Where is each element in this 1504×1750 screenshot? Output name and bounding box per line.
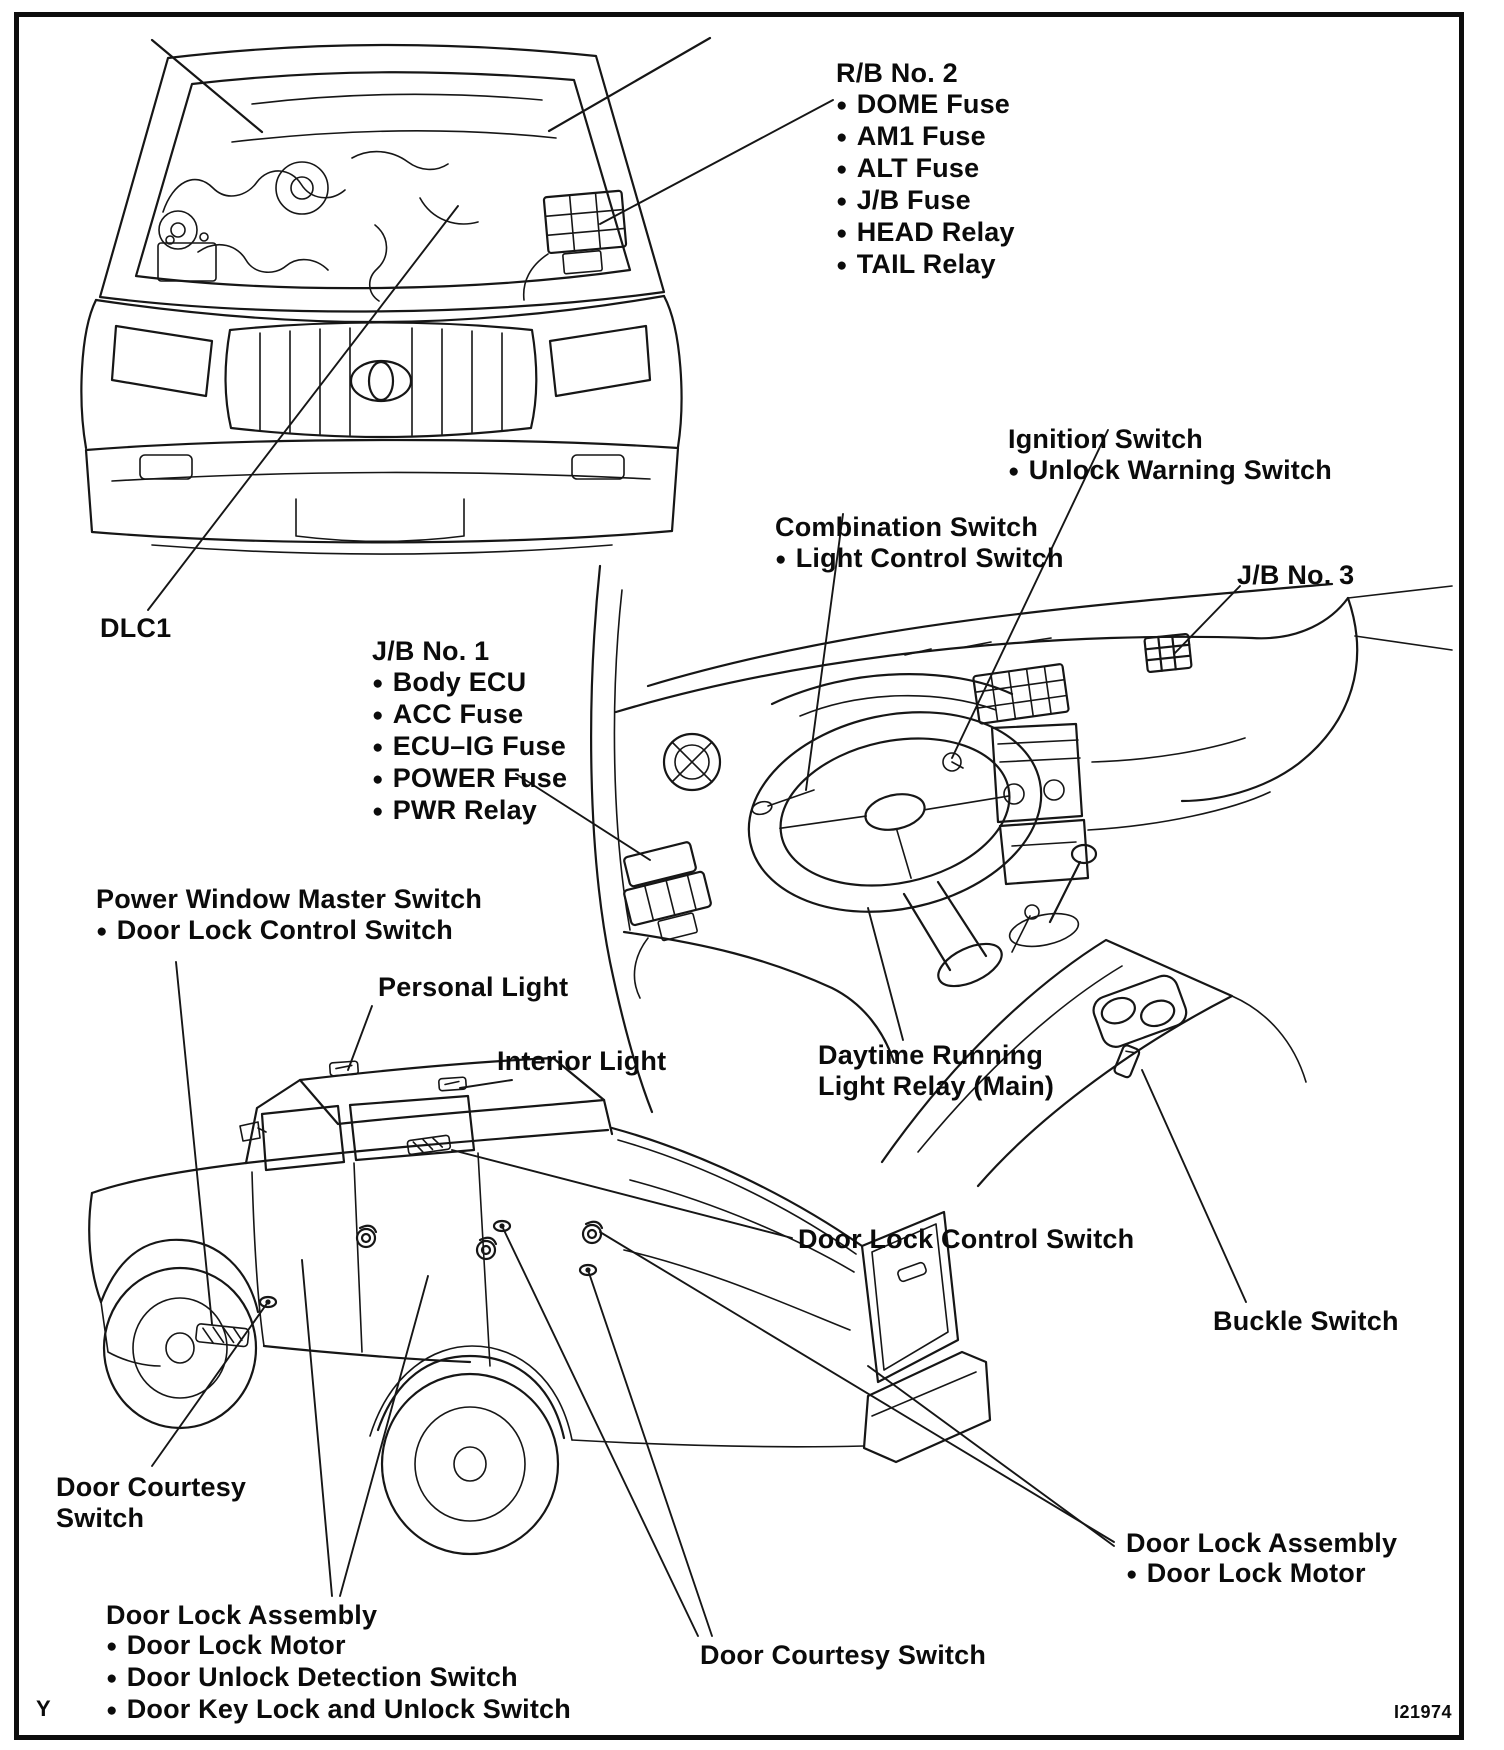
dlc1-label: DLC1 — [100, 613, 172, 643]
component-item: ● Body ECU — [372, 667, 567, 699]
jb-no1-title: J/B No. 1 — [372, 636, 490, 666]
front-wheel — [104, 1268, 256, 1428]
door-courtesy-switch-glyphs — [260, 1221, 596, 1307]
component-item: ● Door Lock Motor — [1126, 1558, 1397, 1590]
page-corner-mark: Y — [36, 1696, 51, 1721]
gear-shifter — [1050, 862, 1080, 922]
figure-code: I21974 — [1394, 1702, 1453, 1722]
ignition-switch-label-group — [1008, 424, 1332, 487]
rb-no2-fuse-box — [544, 191, 629, 276]
toyota-emblem — [351, 361, 411, 401]
combination-switch-label-group — [775, 512, 1064, 575]
cup-holders — [1090, 972, 1190, 1051]
component-item: ● ACC Fuse — [372, 699, 567, 731]
jb-no1-label-group — [372, 636, 567, 827]
engine-compartment-illustration — [81, 38, 710, 554]
component-item: ● Door Lock Motor — [106, 1630, 571, 1662]
buckle-switch-label: Buckle Switch — [1213, 1306, 1399, 1336]
ignition-switch-title: Ignition Switch — [1008, 424, 1203, 454]
rear-wheel — [382, 1374, 558, 1554]
seat-belt-buckle — [1113, 1044, 1140, 1078]
leader-lines — [148, 100, 1246, 1636]
door-courtesy-switch-left-label: Door Courtesy Switch — [56, 1472, 247, 1533]
right-dash-vent — [1144, 634, 1191, 672]
interior-light-fixture — [439, 1077, 467, 1091]
headlight-left — [112, 326, 212, 396]
component-item: ● HEAD Relay — [836, 217, 1015, 249]
personal-light-fixture — [330, 1061, 359, 1076]
component-item: ● Door Lock Control Switch — [96, 915, 482, 947]
rb-no2-title: R/B No. 2 — [836, 58, 958, 88]
combination-switch-stalk — [768, 790, 814, 806]
center-junction-grid — [973, 664, 1069, 724]
component-item: ● DOME Fuse — [836, 89, 1015, 121]
power-window-master-switch-title: Power Window Master Switch — [96, 884, 483, 914]
component-item: ● Light Control Switch — [775, 543, 1064, 575]
personal-light-label: Personal Light — [378, 972, 569, 1002]
jb-no3-label: J/B No. 3 — [1237, 560, 1355, 590]
component-item: ● ALT Fuse — [836, 153, 1015, 185]
jb-no1-connector-block — [616, 840, 717, 947]
daytime-running-light-relay-label: Daytime Running Light Relay (Main) — [818, 1040, 1055, 1101]
tailgate-handle — [897, 1262, 927, 1283]
component-item: ● PWR Relay — [372, 795, 567, 827]
door-lock-assembly-glyphs — [357, 1222, 602, 1259]
door-lock-assembly-rear-label-group — [1126, 1528, 1397, 1590]
rear-bumper — [864, 1352, 990, 1462]
door-lock-control-switch-label: Door Lock Control Switch — [798, 1224, 1135, 1254]
component-item: ● AM1 Fuse — [836, 121, 1015, 153]
door-lock-assembly-rear-title: Door Lock Assembly — [1126, 1528, 1398, 1558]
interior-light-label: Interior Light — [497, 1046, 667, 1076]
component-item: ● Door Key Lock and Unlock Switch — [106, 1694, 571, 1726]
component-item: ● ECU–IG Fuse — [372, 731, 567, 763]
headlight-right — [550, 326, 650, 396]
rb-no2-items — [836, 89, 1015, 281]
component-item: ● Unlock Warning Switch — [1008, 455, 1332, 487]
door-lock-assembly-front-label-group — [106, 1600, 571, 1726]
component-item: ● J/B Fuse — [836, 185, 1015, 217]
door-lock-assembly-front-title: Door Lock Assembly — [106, 1600, 378, 1630]
steering-wheel — [730, 686, 1060, 937]
combination-switch-title: Combination Switch — [775, 512, 1039, 542]
door-courtesy-switch-bottom-label: Door Courtesy Switch — [700, 1640, 987, 1670]
component-item: ● TAIL Relay — [836, 249, 1015, 281]
rb-no2-label-group — [836, 58, 1015, 281]
component-item: ● Door Unlock Detection Switch — [106, 1662, 571, 1694]
component-item: ● POWER Fuse — [372, 763, 567, 795]
grille — [226, 323, 537, 438]
power-window-master-switch-label-group — [96, 884, 482, 947]
